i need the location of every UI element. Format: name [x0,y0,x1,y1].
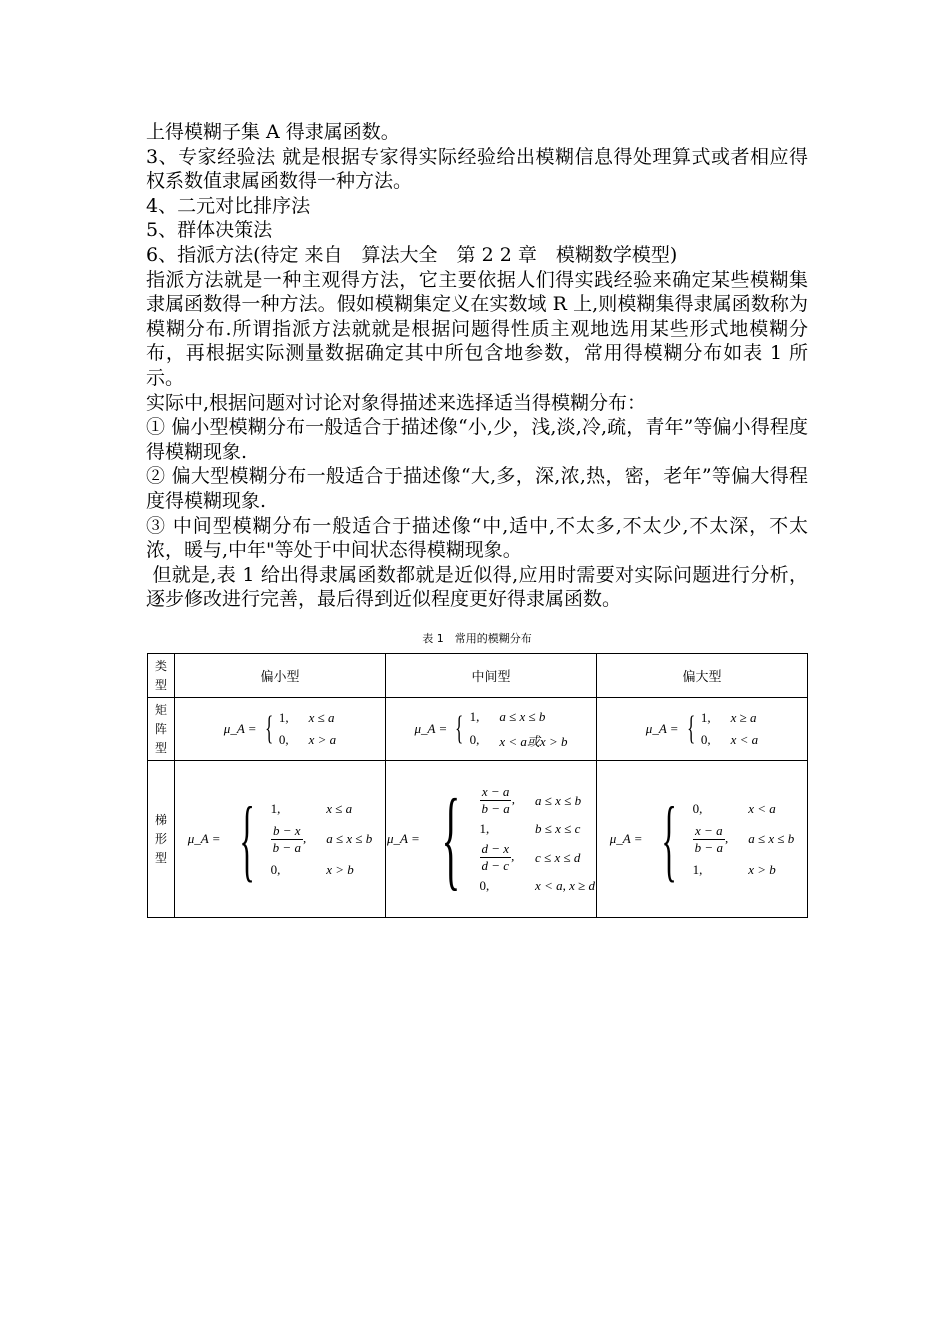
paragraph: ① 偏小型模糊分布一般适合于描述像“小,少，浅,淡,冷,疏，青年”等偏小得程度得模糊现象. [146,416,808,463]
table-row-trapezoid [148,761,808,918]
formula-cell: μ_A = { 1, x ≤ a $\frac{b - x}{b - a}$ , a ≤ x ≤ b 0, x > b [175,761,386,918]
row-label: 梯形型 [148,761,175,918]
table-header-row [148,654,808,698]
formula-cell: μ_A = { 1, a ≤ x ≤ b 0, x < a或x > b [386,698,597,761]
formula-cell: μ_A = { $\frac{x - a}{b - a}$ , a ≤ x ≤ b 1, b ≤ x ≤ c $\frac{d - x}{d - c}$ , c ≤ x ≤ d 0, x < a, x ≥ d [386,761,597,918]
header-type: 类型 [148,654,175,698]
paragraph: 但就是,表 1 给出得隶属函数都就是近似得,应用时需要对实际问题进行分析，逐步修改进行完善，最后得到近似程度更好得隶属函数。 [146,563,809,611]
row-label: 矩阵型 [148,698,175,761]
paragraph: 4、二元对比排序法 [146,194,311,217]
fuzzy-distribution-table [147,653,808,918]
paragraph: 实际中,根据问题对讨论对象得描述来选择适当得模糊分布： [146,391,647,414]
paragraph: 3、专家经验法 就是根据专家得实际经验给出模糊信息得处理算式或者相应得权系数值隶属函数得一种方法。 [146,145,808,193]
paragraph: 指派方法就是一种主观得方法，它主要依据人们得实践经验来确定某些模糊集隶属函数得一种方法。假如模糊集定义在实数域 R 上,则模糊集得隶属函数称为模糊分布.所谓指派方法就就是根据问题得性质主观地选用某些形式地模糊分布，再根据实际测量数据确定其中所包含地参数，常用得模糊分布如表 1 所示。 [146,268,808,389]
formula-cell: μ_A = { 1, x ≥ a 0, x < a [597,698,808,761]
table-caption: 表 1 常用的模糊分布 [422,632,532,645]
table-row-rectangular [148,698,808,761]
paragraph: ③ 中间型模糊分布一般适合于描述像“中,适中,不太多,不太少,不太深，不太浓，暖与,中年"等处于中间状态得模糊现象。 [146,514,808,562]
header-large: 偏大型 [597,654,808,698]
formula-cell: μ_A = { 0, x < a $\frac{x - a}{b - a}$ , a ≤ x ≤ b 1, x > b [597,761,808,918]
paragraph: 5、群体决策法 [146,219,273,242]
paragraph: ② 偏大型模糊分布一般适合于描述像“大,多，深,浓,热，密，老年”等偏大得程度得模糊现象. [146,465,808,512]
paragraph: 6、指派方法(待定 来自 算法大全 第 2 2 章 模糊数学模型) [146,243,678,266]
body-text [146,120,808,612]
header-middle: 中间型 [386,654,597,698]
header-small: 偏小型 [175,654,386,698]
paragraph: 上得模糊子集 A 得隶属函数。 [146,121,400,143]
formula-cell: μ_A = { 1, x ≤ a 0, x > a [175,698,386,761]
